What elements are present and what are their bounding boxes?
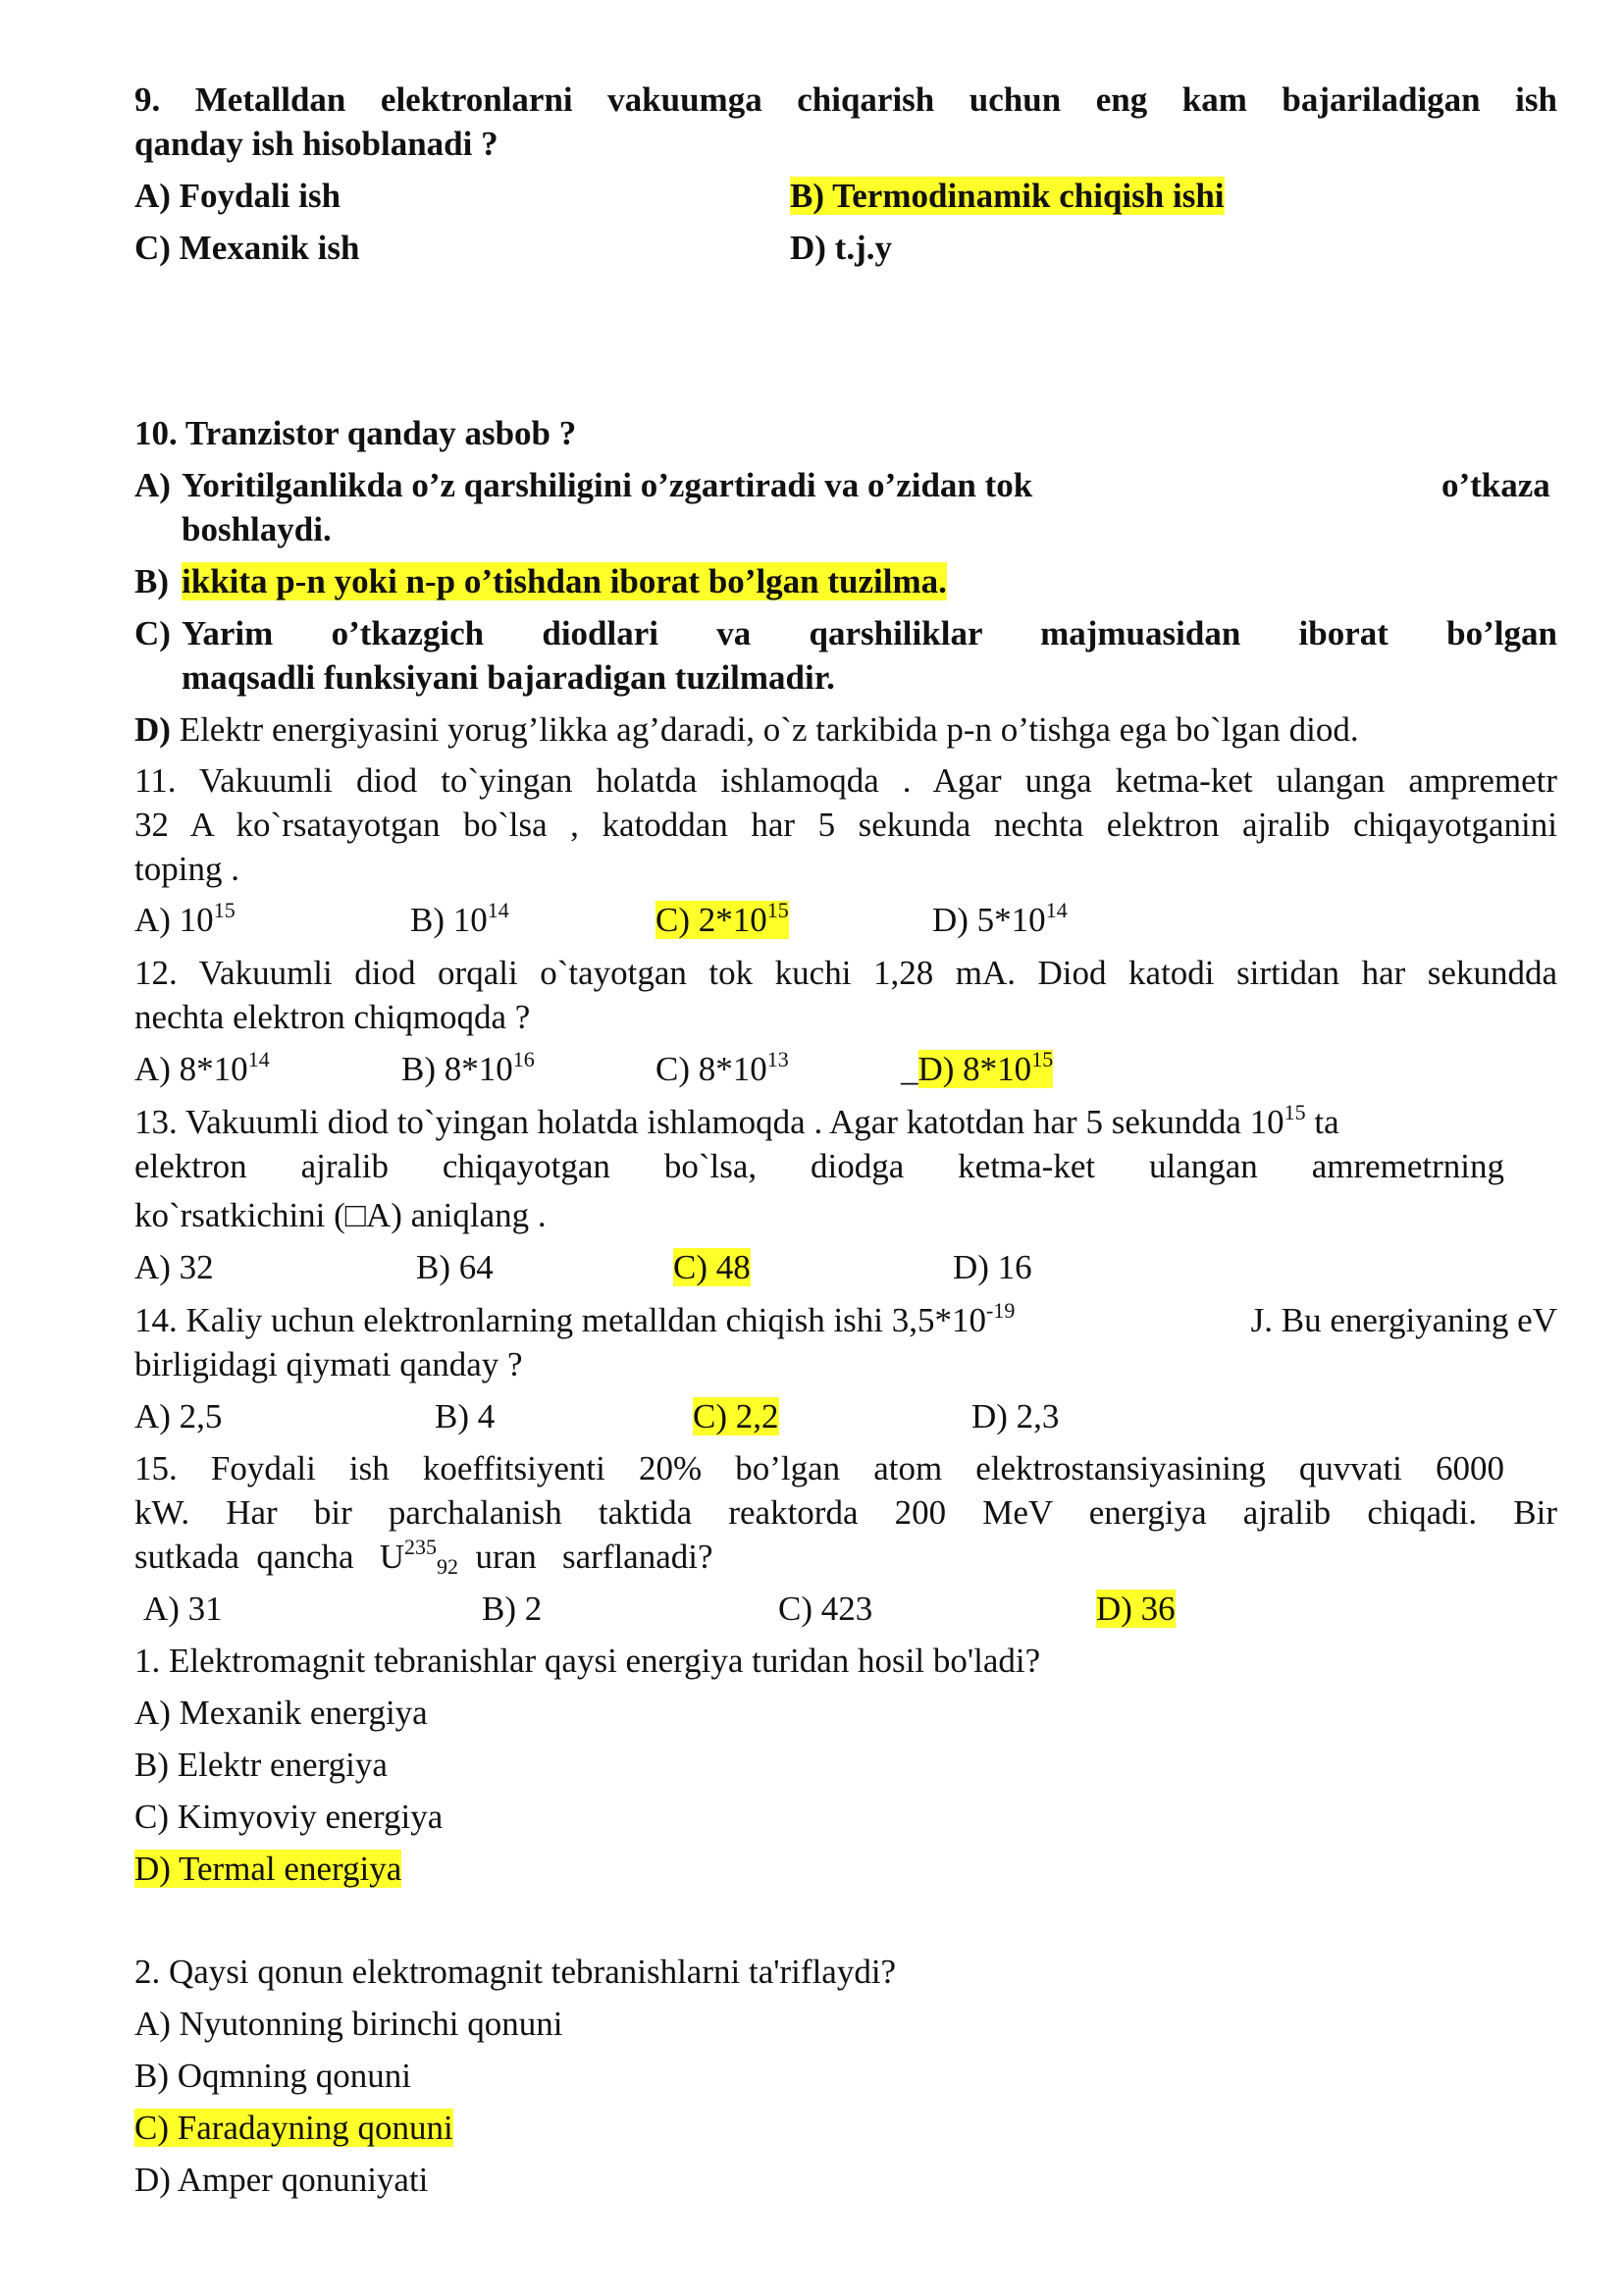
q14-option-c-correct: C) 2,2: [693, 1397, 779, 1435]
q14-stem-line1: 14. Kaliy uchun elektronlarning metalldan chiqish ishi $3,5*10^{-19}$ J. Bu energiyaning eV: [134, 1298, 1557, 1339]
e1-option-b: B) Elektr energiya: [134, 1746, 388, 1784]
q14-option-b: B) 4: [435, 1397, 496, 1435]
q10-option-a-line2: boshlaydi.: [182, 510, 332, 548]
e2-option-a: A) Nyutonning birinchi qonuni: [134, 2005, 563, 2043]
e1-option-c: C) Kimyoviy energiya: [134, 1798, 444, 1836]
q12-option-c: C) $8*10^{13}$: [655, 1047, 789, 1088]
q14-option-d: D) 2,3: [971, 1397, 1060, 1435]
q11-stem-line1: 11. Vakuumli diod to`yingan holatda ishlamoqda . Agar unga ketma-ket ulangan ampremetr: [134, 761, 1557, 800]
q10-option-a-line1-end: o’tkaza: [1441, 466, 1550, 504]
q15-option-a: A) 31: [143, 1590, 223, 1628]
q13-stem-line1: 13. Vakuumli diod to`yingan holatda ishlamoqda . Agar katotdan har 5 sekundda $10^{15}$ ta: [134, 1100, 1339, 1141]
e1-option-a: A) Mexanik energiya: [134, 1694, 428, 1732]
q13-option-d: D) 16: [953, 1248, 1032, 1286]
q12-option-a: A) $8*10^{14}$: [134, 1047, 270, 1088]
q12-option-b: B) $8*10^{16}$: [401, 1047, 535, 1088]
q10-option-a-line1: Yoritilganlikda o’z qarshiligini o’zgartiradi va o’zidan tok: [182, 466, 1033, 504]
q12-stem-line2: nechta elektron chiqmoqda ?: [134, 998, 531, 1036]
q9-option-b-correct: B) Termodinamik chiqish ishi: [790, 177, 1225, 215]
q10-option-c-line1: Yarim o’tkazgich diodlari va qarshiliklar majmuasidan iborat bo’lgan: [182, 614, 1557, 652]
q11-option-d: D) $5*10^{14}$: [932, 898, 1068, 939]
e2-option-d: D) Amper qonuniyati: [134, 2161, 429, 2199]
q12-option-d-correct: _D) $8*10^{15}$: [901, 1047, 1054, 1088]
q15-stem-line2: kW. Har bir parchalanish taktida reaktorda 200 MeV energiya ajralib chiqadi. Bir: [134, 1493, 1557, 1532]
q14-option-a: A) 2,5: [134, 1397, 223, 1435]
q9-option-a: A) Foydali ish: [134, 177, 341, 215]
q15-stem-line1: 15. Foydali ish koeffitsiyenti 20% bo’lgan atom elektrostansiyasining quvvati 6000: [134, 1449, 1504, 1487]
q10-stem: 10. Tranzistor qanday asbob ?: [134, 414, 577, 452]
q11-option-b: B) $10^{14}$: [410, 898, 509, 939]
e2-option-c-correct: C) Faradayning qonuni: [134, 2109, 453, 2147]
q10-option-c-line2: maqsadli funksiyani bajaradigan tuzilmadir.: [182, 658, 835, 697]
q10-option-c-label: C): [134, 614, 171, 652]
q9-option-d: D) t.j.y: [790, 229, 892, 267]
q10-option-b-label: B): [134, 562, 169, 600]
q13-option-c-correct: C) 48: [673, 1248, 751, 1286]
q11-stem-line2: 32 A ko`rsatayotgan bo`lsa , katoddan har 5 sekunda nechta elektron ajralib chiqayotganini: [134, 806, 1557, 844]
q11-option-a: A) $10^{15}$: [134, 898, 236, 939]
q11-stem-line3: toping .: [134, 850, 239, 888]
q10-option-b-correct: ikkita p-n yoki n-p o’tishdan iborat bo’lgan tuzilma.: [182, 562, 947, 600]
q15-option-b: B) 2: [482, 1590, 543, 1628]
q9-option-c: C) Mexanik ish: [134, 229, 360, 267]
e2-stem: 2. Qaysi qonun elektromagnit tebranishlarni ta'riflaydi?: [134, 1953, 897, 1991]
q13-option-a: A) 32: [134, 1248, 214, 1286]
q10-option-d: Elektr energiyasini yorug’likka ag’daradi, o`z tarkibida p-n o’tishga ega bo`lgan diod.: [179, 710, 1359, 749]
q9-stem-line1: 9. Metalldan elektronlarni vakuumga chiqarish uchun eng kam bajariladigan ish: [134, 80, 1557, 119]
q9-stem-line2: qanday ish hisoblanadi ?: [134, 125, 498, 163]
q14-stem-line2: birligidagi qiymati qanday ?: [134, 1345, 523, 1383]
q13-option-b: B) 64: [416, 1248, 494, 1286]
q12-stem-line1: 12. Vakuumli diod orqali o`tayotgan tok kuchi 1,28 mA. Diod katodi sirtidan har sekundda: [134, 954, 1557, 992]
q13-stem-line3: ko`rsatkichini (□A) aniqlang .: [134, 1196, 547, 1234]
q13-stem-line2: elektron ajralib chiqayotgan bo`lsa, diodga ketma-ket ulangan amremetrning: [134, 1147, 1504, 1185]
e2-option-b: B) Oqmning qonuni: [134, 2057, 411, 2095]
q15-option-d-correct: D) 36: [1096, 1590, 1176, 1628]
q10-option-a-label: A): [134, 466, 171, 504]
q15-option-c: C) 423: [778, 1590, 873, 1628]
q11-option-c-correct: C) $2*10^{15}$: [655, 898, 789, 939]
e1-option-d-correct: D) Termal energiya: [134, 1850, 402, 1888]
q10-option-d-label: D): [134, 710, 171, 749]
e1-stem: 1. Elektromagnit tebranishlar qaysi energiya turidan hosil bo'ladi?: [134, 1642, 1041, 1680]
q15-stem-line3: sutkada qancha $U^{235}_{92}$ uran sarflanadi?: [134, 1535, 713, 1579]
